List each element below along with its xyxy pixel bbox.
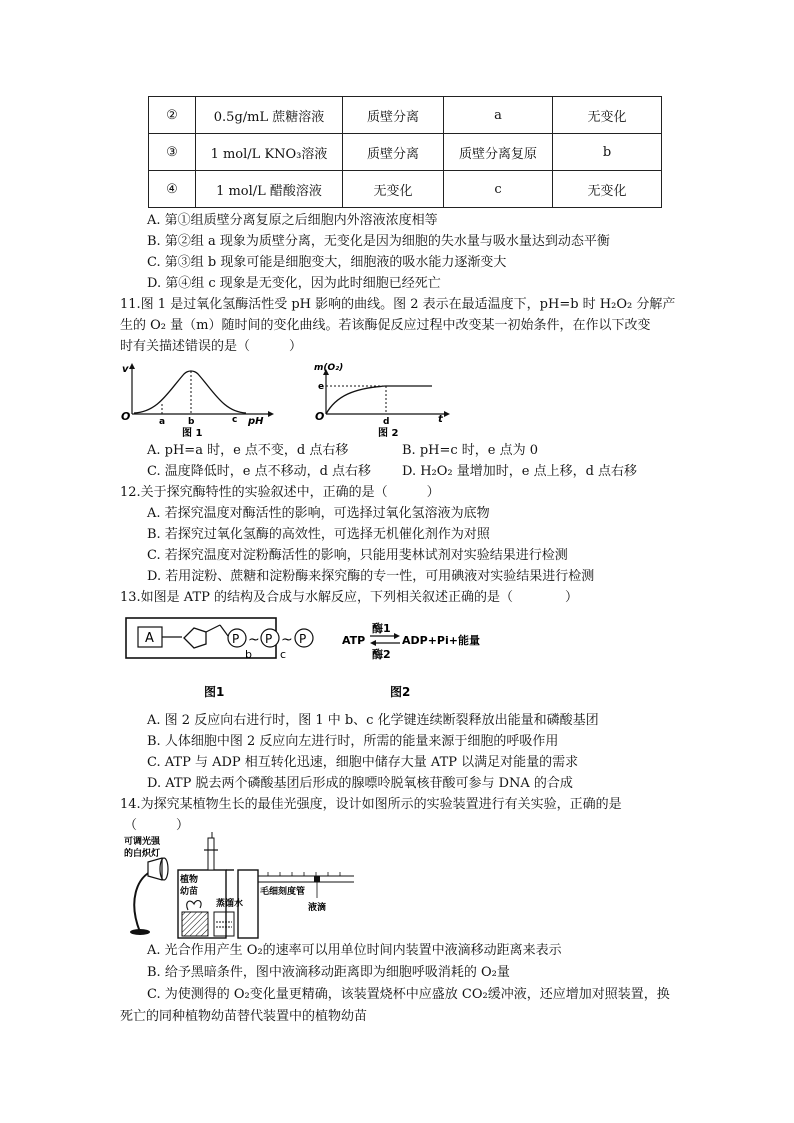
seedling-icon [187,901,201,910]
table-cell: 无变化 [553,97,662,134]
q10-option-d: D. 第④组 c 现象是无变化，因为此时细胞已经死亡 [147,276,441,291]
q14-answer-paren: （ ） [124,818,190,833]
reaction-right: ADP+Pi+能量 [402,634,480,647]
lamp-label-1: 可调光强 [124,837,161,847]
q14-apparatus-figure [118,832,358,940]
q13-figure-2 [340,614,500,704]
table-cell: 无变化 [553,171,662,208]
svg-text:~: ~ [281,632,293,648]
q13-option-d: D. ATP 脱去两个磷酸基团后形成的腺嘌呤脱氧核苷酸可参与 DNA 的合成 [147,776,573,791]
table-cell: 质壁分离复原 [444,134,553,171]
q11-option-c: C. 温度降低时，e 点不移动，d 点右移 [147,464,372,479]
phosphate-3: P [299,632,307,646]
atp-adenine-box: A [145,631,154,646]
fig1-origin: O [121,410,131,423]
q11-stem-line2: 生的 O₂ 量（m）随时间的变化曲线。若该酶促反应过程中改变某一初始条件，在作以下改变 [120,318,651,333]
q14-option-c: C. 为使测得的 O₂变化量更精确，该装置烧杯中应盛放 CO₂缓冲液，还应增加对照装置，换 [147,987,670,1002]
q11-figure-2 [314,362,454,438]
fig2-caption: 图2 [390,685,411,699]
experiment-table [148,96,662,208]
row-number: ② [149,97,196,134]
q14-option-c-continued: 死亡的同种植物幼苗替代装置中的植物幼苗 [120,1009,368,1024]
fig1-x-label: pH [248,416,264,427]
table-cell: 质壁分离 [343,134,444,171]
q11-option-b: B. pH=c 时，e 点为 0 [402,443,539,458]
table-cell: b [553,134,662,171]
q14-option-a: A. 光合作用产生 O₂的速率可以用单位时间内装置中液滴移动距离来表示 [147,943,562,958]
fig1-caption: 图1 [204,685,225,699]
reaction-left: ATP [342,634,366,647]
lamp-label-2: 的白炽灯 [124,849,161,859]
fig1-y-label: v [122,364,129,375]
enzyme-2: 酶2 [372,648,391,661]
fig1-caption: 图 1 [182,428,203,438]
q12-option-b: B. 若探究过氧化氢酶的高效性，可选择无机催化剂作为对照 [147,527,490,542]
fig1-tick-a: a [159,417,166,427]
q11-stem-line3: 时有关描述错误的是（ ） [120,339,303,354]
fig2-caption: 图 2 [378,428,399,438]
tube-label: 毛细刻度管 [260,887,306,897]
q13-option-c: C. ATP 与 ADP 相互转化迅速，细胞中储存大量 ATP 以满足对能量的需求 [147,755,579,770]
q14-option-b: B. 给予黑暗条件，图中液滴移动距离即为细胞呼吸消耗的 O₂量 [147,965,510,980]
fig1-tick-c: c [232,415,238,425]
table-cell: c [444,171,553,208]
q11-option-d: D. H₂O₂ 量增加时，e 点上移，d 点右移 [402,464,638,479]
plant-label-2: 幼苗 [180,887,199,897]
fig2-x-label: t [438,414,443,425]
row-number: ③ [149,134,196,171]
q10-option-a: A. 第①组质壁分离复原之后细胞内外溶液浓度相等 [147,213,438,228]
q13-figure-1 [124,614,344,704]
fig1-tick-b: b [188,417,195,427]
fig2-tick-d: d [383,417,390,427]
q10-option-c: C. 第③组 b 现象可能是细胞变大，细胞液的吸水能力逐渐变大 [147,255,507,270]
solution-cell: 0.5g/mL 蔗糖溶液 [196,97,343,134]
q11-figure-1 [118,362,278,438]
q12-stem: 12.关于探究酶特性的实验叙述中，正确的是（ ） [120,485,440,500]
fig2-tick-e: e [318,382,325,392]
q11-option-a: A. pH=a 时，e 点不变，d 点右移 [147,443,349,458]
q10-option-b: B. 第②组 a 现象为质壁分离，无变化是因为细胞的失水量与吸水量达到动态平衡 [147,234,610,249]
table-cell: 质壁分离 [343,97,444,134]
plant-label-1: 植物 [180,875,199,885]
fig2-y-label: m(O₂) [314,363,344,373]
table-cell: a [444,97,553,134]
row-number: ④ [149,171,196,208]
water-label: 蒸馏水 [216,899,244,909]
solution-cell: 1 mol/L 醋酸溶液 [196,171,343,208]
bond-b: b [245,648,252,661]
q13-option-b: B. 人体细胞中图 2 反应向左进行时，所需的能量来源于细胞的呼吸作用 [147,734,559,749]
table-row [149,134,662,171]
q12-option-c: C. 若探究温度对淀粉酶活性的影响，只能用斐林试剂对实验结果进行检测 [147,548,568,563]
table-row [149,97,662,134]
q11-stem-line1: 11.图 1 是过氧化氢酶活性受 pH 影响的曲线。图 2 表示在最适温度下，pH=b 时 H₂O₂ 分解产 [120,297,676,312]
q13-stem: 13.如图是 ATP 的结构及合成与水解反应，下列相关叙述正确的是（ ） [120,590,579,605]
q14-stem: 14.为探究某植物生长的最佳光强度，设计如图所示的实验装置进行有关实验，正确的是 [120,797,622,812]
q12-option-d: D. 若用淀粉、蔗糖和淀粉酶来探究酶的专一性，可用碘液对实验结果进行检测 [147,569,595,584]
enzyme-1: 酶1 [372,622,391,635]
phosphate-1: P [232,632,240,646]
drop-label: 液滴 [308,903,327,913]
bond-c: c [280,648,287,661]
svg-text:~: ~ [248,632,260,648]
solution-cell: 1 mol/L KNO₃溶液 [196,134,343,171]
phosphate-2: P [265,632,273,646]
q12-option-a: A. 若探究温度对酶活性的影响，可选择过氧化氢溶液为底物 [147,506,490,521]
fig2-origin: O [315,410,325,423]
table-cell: 无变化 [343,171,444,208]
q13-option-a: A. 图 2 反应向右进行时，图 1 中 b、c 化学键连续断裂释放出能量和磷酸基团 [147,713,599,728]
table-row [149,171,662,208]
